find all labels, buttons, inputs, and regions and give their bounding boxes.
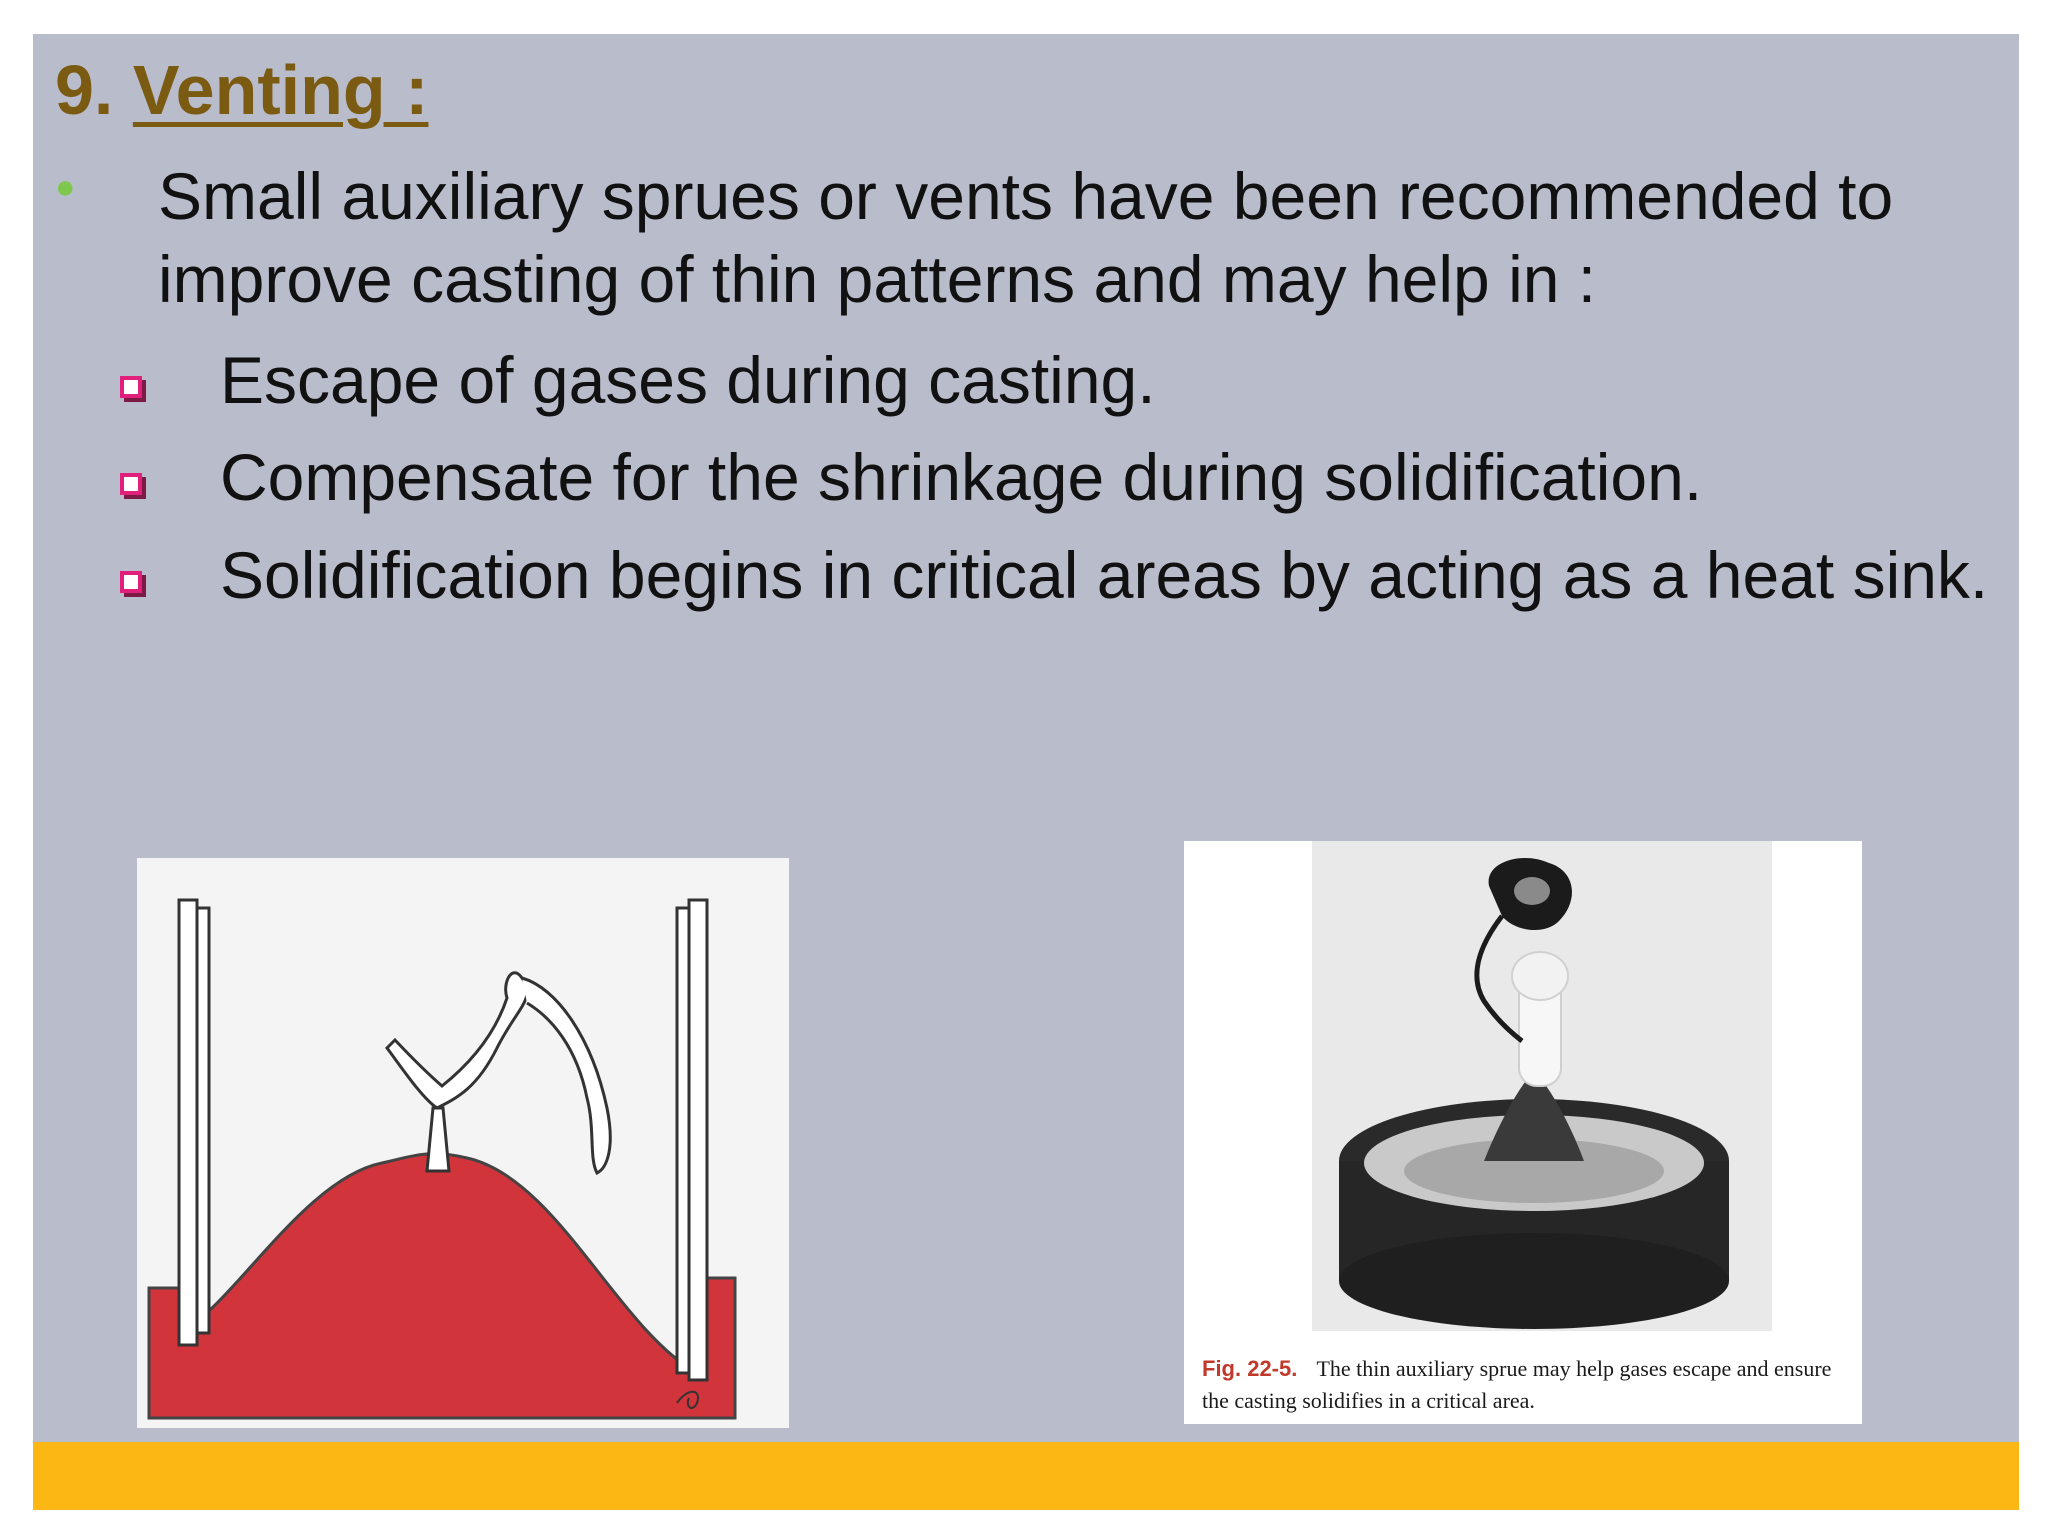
footer-bar bbox=[33, 1442, 2019, 1510]
checkbox-bullet-icon bbox=[120, 473, 142, 495]
casting-photo-figure bbox=[1184, 841, 1862, 1424]
slide-title bbox=[55, 50, 428, 130]
title-number: 9. bbox=[55, 51, 114, 129]
figure-label: Fig. 22-5. bbox=[1202, 1356, 1298, 1381]
checkbox-bullet-icon bbox=[120, 571, 142, 593]
main-bullet-dot-icon: ● bbox=[55, 168, 76, 206]
checkbox-bullet-icon bbox=[120, 376, 142, 398]
figure-caption bbox=[1202, 1353, 1852, 1417]
sub-point-text: Escape of gases during casting. bbox=[220, 343, 1156, 417]
main-point-text: Small auxiliary sprues or vents have been recommended to improve casting of thin patterns and may help in : bbox=[158, 159, 1894, 316]
casting-photo-illustration bbox=[1184, 841, 1862, 1341]
figure-caption-text: The thin auxiliary sprue may help gases escape and ensure the casting solidifies in a critical area. bbox=[1202, 1356, 1832, 1413]
sub-point-text: Compensate for the shrinkage during solidification. bbox=[220, 440, 1703, 514]
sub-point-text: Solidification begins in critical areas by acting as a heat sink. bbox=[220, 538, 1989, 612]
sprue-diagram-illustration bbox=[137, 858, 789, 1428]
title-text: Venting : bbox=[132, 51, 429, 129]
sprue-diagram-figure bbox=[137, 858, 789, 1428]
